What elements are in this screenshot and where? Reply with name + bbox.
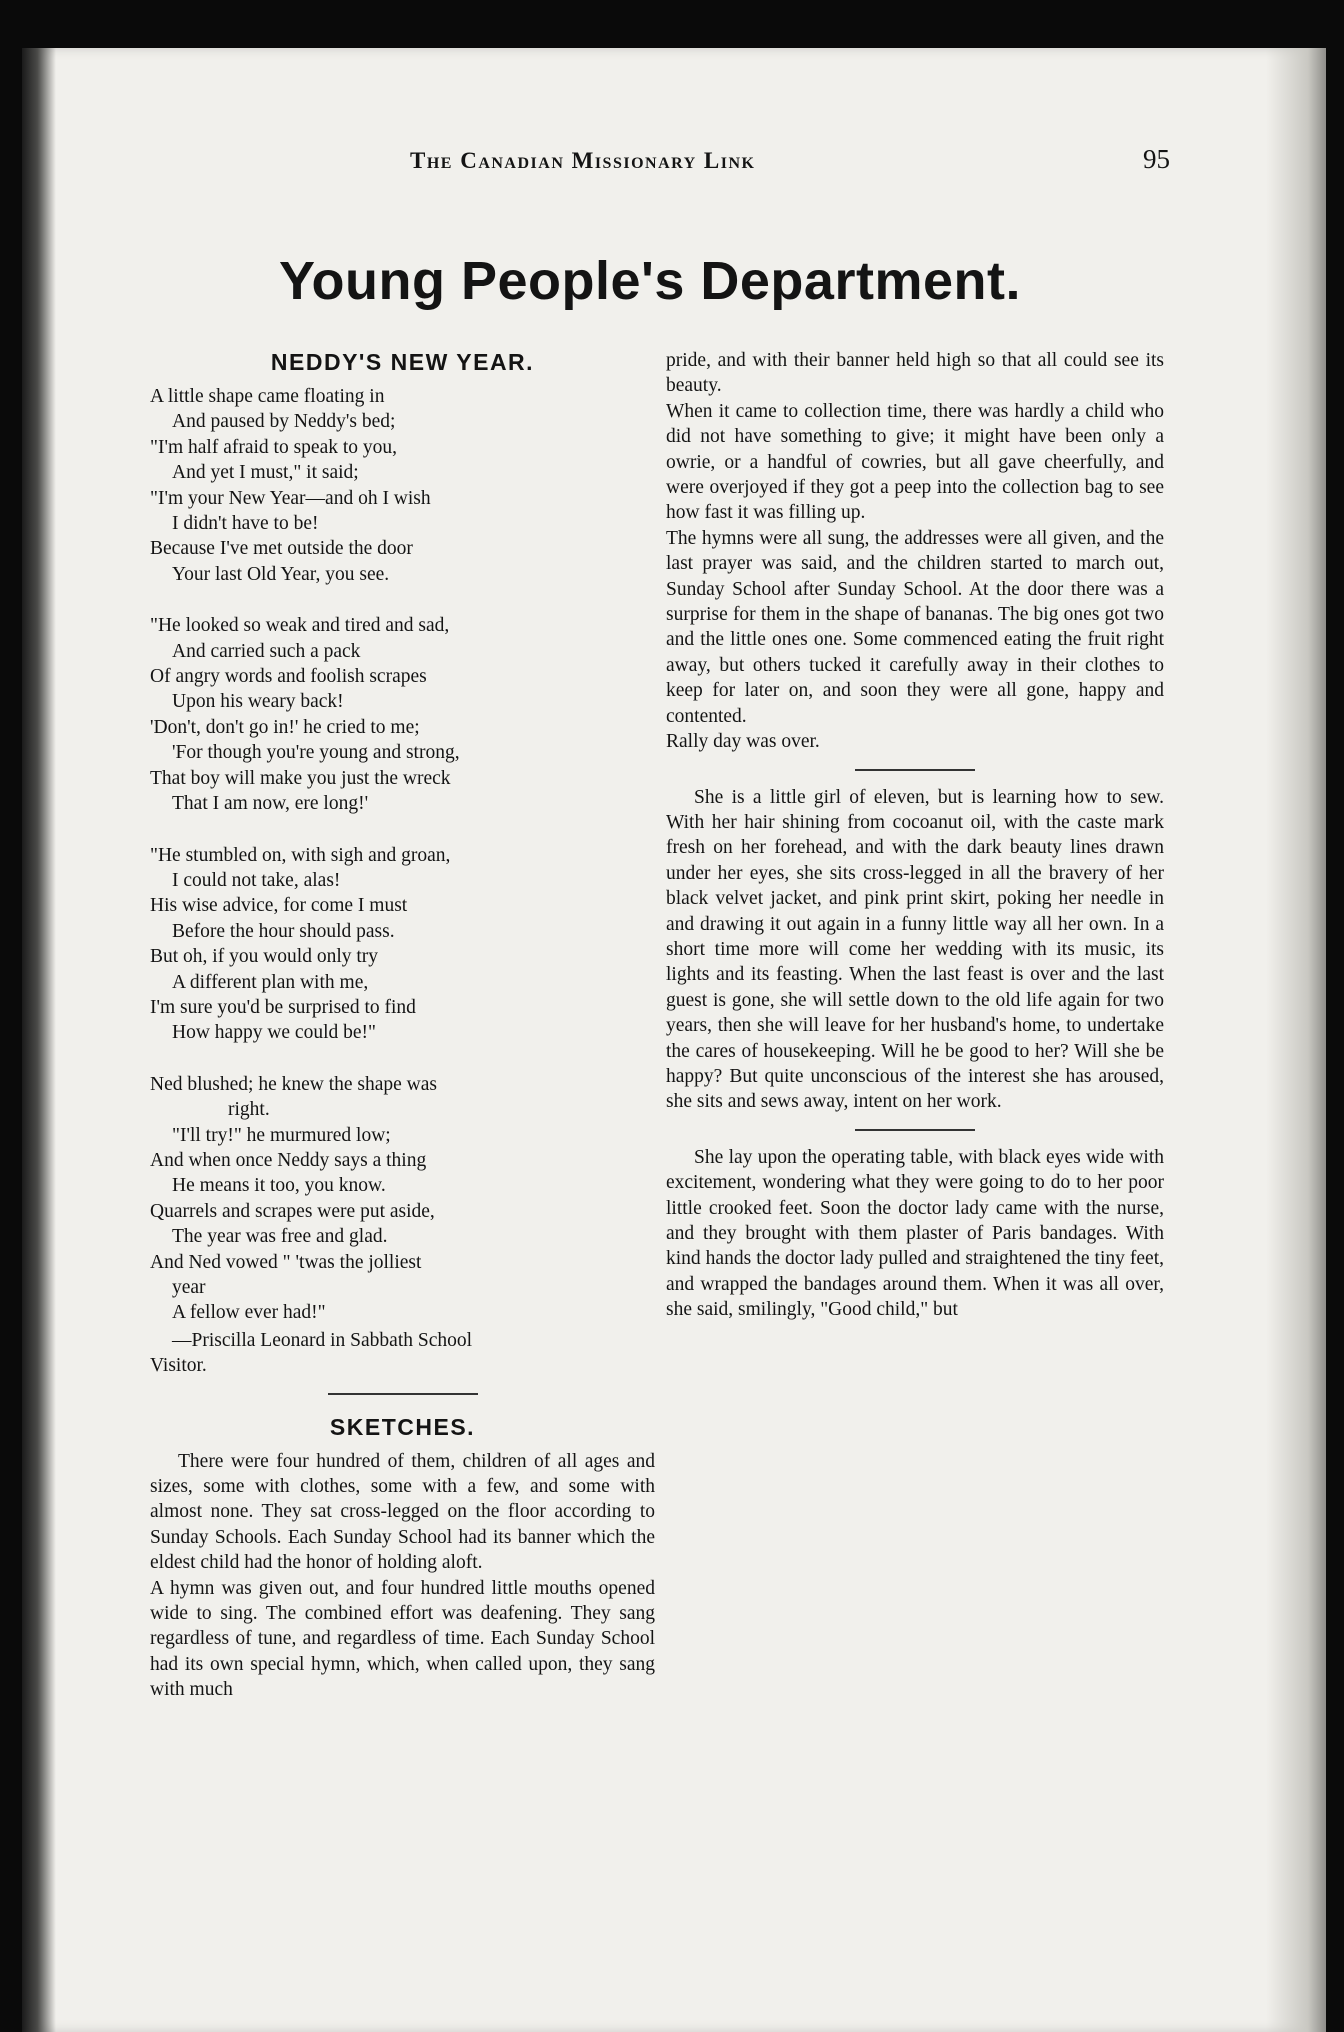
poem-line: His wise advice, for come I must bbox=[150, 895, 408, 917]
poem-line: And paused by Neddy's bed; bbox=[172, 411, 396, 433]
poem-line: How happy we could be!" bbox=[172, 1022, 376, 1044]
poem-stanza bbox=[150, 1072, 655, 1326]
running-title: The Canadian Missionary Link bbox=[410, 148, 756, 173]
poem-line: year bbox=[172, 1277, 206, 1298]
poem-line: A different plan with me, bbox=[172, 971, 369, 993]
running-header bbox=[410, 144, 1170, 180]
poem-line: "I'll try!" he murmured low; bbox=[172, 1124, 391, 1146]
poem-line: Because I've met outside the door bbox=[150, 538, 413, 560]
poem-line: That I am now, ere long!' bbox=[172, 793, 369, 815]
poem-line: And when once Neddy says a thing bbox=[150, 1149, 427, 1171]
poem-stanza bbox=[150, 613, 655, 816]
poem-stanza bbox=[150, 384, 655, 587]
poem-line: He means it too, you know. bbox=[172, 1175, 386, 1197]
paragraph: The hymns were all sung, the addresses were all given, and the last prayer was said, and the children started to march out, Sunday School after Sunday School. At the door there was a surprise for them in the shape of bananas. The big ones got two and the little ones one. Some commenced eating the fruit right away, but others tucked it carefully away in their clothes to keep for later on, and soon they were all gone, happy and contented. bbox=[666, 527, 1164, 727]
poem-line: Before the hour should pass. bbox=[172, 920, 395, 942]
poem-line: right. bbox=[228, 1099, 270, 1121]
poem-line: "I'm half afraid to speak to you, bbox=[150, 436, 398, 458]
poem-line: Quarrels and scrapes were put aside, bbox=[150, 1200, 435, 1222]
poem-stanza bbox=[150, 843, 655, 1046]
poem-line: 'For though you're young and strong, bbox=[172, 742, 460, 764]
poem-line: Of angry words and foolish scrapes bbox=[150, 666, 427, 688]
poem-line: That boy will make you just the wreck bbox=[150, 767, 451, 789]
left-column bbox=[150, 348, 655, 1703]
paragraph: There were four hundred of them, children of all ages and sizes, some with clothes, some with a few, and some with almost none. They sat cross-legged on the floor according to Sunday Schools. Each Sunday School had its banner which the eldest child had the honor of holding aloft. bbox=[150, 1450, 655, 1574]
paragraph: When it came to collection time, there was hardly a child who did not have something to give; it might have been only a owrie, or a handful of cowries, but all gave cheerfully, and were overjoyed if they got a peep into the collection bag to see how fast it was filling up. bbox=[666, 400, 1164, 524]
paragraph: She is a little girl of eleven, but is learning how to sew. With her hair shining from cocoanut oil, with the caste mark fresh on her forehead, and with the dark beauty lines drawn under her eyes, she sits cross-legged in all the bravery of her black velvet jacket, and pink print skirt, poking her needle in and drawing it out again in a funny little way all her own. In a short time more will come her wedding with its music, its lights and its feasting. When the last feast is over and the last guest is gone, she will settle down to the old life again for two years, then she will leave for her husband's home, to undertake the cares of housekeeping. Will he be good to her? Will she be happy? But quite unconscious of the interest she has aroused, she sits and sews away, intent on her work. bbox=[666, 786, 1164, 1113]
section-divider bbox=[855, 1129, 975, 1131]
poem-line: And yet I must," it said; bbox=[172, 462, 359, 484]
binding-shadow bbox=[22, 48, 56, 2032]
poem-line: I'm sure you'd be surprised to find bbox=[150, 996, 416, 1018]
poem-line: A little shape came floating in bbox=[150, 386, 385, 407]
poem-line: "I'm your New Year—and oh I wish bbox=[150, 487, 431, 509]
poem-line: But oh, if you would only try bbox=[150, 946, 379, 968]
page-edge bbox=[1266, 48, 1326, 2032]
poem-attribution: Visitor. bbox=[150, 1355, 207, 1377]
poem-title: NEDDY'S NEW YEAR. bbox=[270, 349, 535, 375]
poem-line: I didn't have to be! bbox=[172, 513, 319, 535]
page bbox=[22, 48, 1326, 2032]
right-column bbox=[666, 348, 1164, 1323]
paragraph: Rally day was over. bbox=[666, 731, 820, 753]
section-divider bbox=[328, 1393, 478, 1395]
poem-line: Upon his weary back! bbox=[172, 691, 344, 713]
poem-line: And carried such a pack bbox=[172, 640, 361, 662]
poem-line: Your last Old Year, you see. bbox=[172, 563, 390, 585]
poem-attribution: —Priscilla Leonard in Sabbath School bbox=[172, 1329, 473, 1351]
poem-line: A fellow ever had!" bbox=[172, 1302, 326, 1324]
paragraph: A hymn was given out, and four hundred little mouths opened wide to sing. The combined effort was deafening. They sang regardless of tune, and regardless of time. Each Sunday School had its own special hymn, which, when called upon, they sang with much bbox=[150, 1577, 655, 1701]
poem-line: And Ned vowed " 'twas the jolliest bbox=[150, 1251, 422, 1273]
paragraph: She lay upon the operating table, with black eyes wide with excitement, wondering what they were going to do to her poor little crooked feet. Soon the doctor lady came with the nurse, and they brought with them plaster of Paris bandages. With kind hands the doctor lady pulled and straightened the tiny feet, and wrapped the bandages around them. When it was all over, she said, smilingly, "Good child," but bbox=[666, 1146, 1164, 1321]
page-number: 95 bbox=[1143, 144, 1170, 174]
poem-line: "He looked so weak and tired and sad, bbox=[150, 615, 450, 637]
poem-line: The year was free and glad. bbox=[172, 1226, 388, 1248]
section-divider bbox=[855, 769, 975, 771]
department-title: Young People's Department. bbox=[279, 251, 1021, 311]
paragraph: pride, and with their banner held high so that all could see its beauty. bbox=[666, 350, 1164, 397]
sketches-title: SKETCHES. bbox=[329, 1413, 476, 1440]
poem-line: "He stumbled on, with sigh and groan, bbox=[150, 844, 451, 866]
poem-line: I could not take, alas! bbox=[172, 869, 341, 891]
poem-line: Ned blushed; he knew the shape was bbox=[150, 1073, 438, 1095]
poem-line: 'Don't, don't go in!' he cried to me; bbox=[150, 716, 420, 738]
